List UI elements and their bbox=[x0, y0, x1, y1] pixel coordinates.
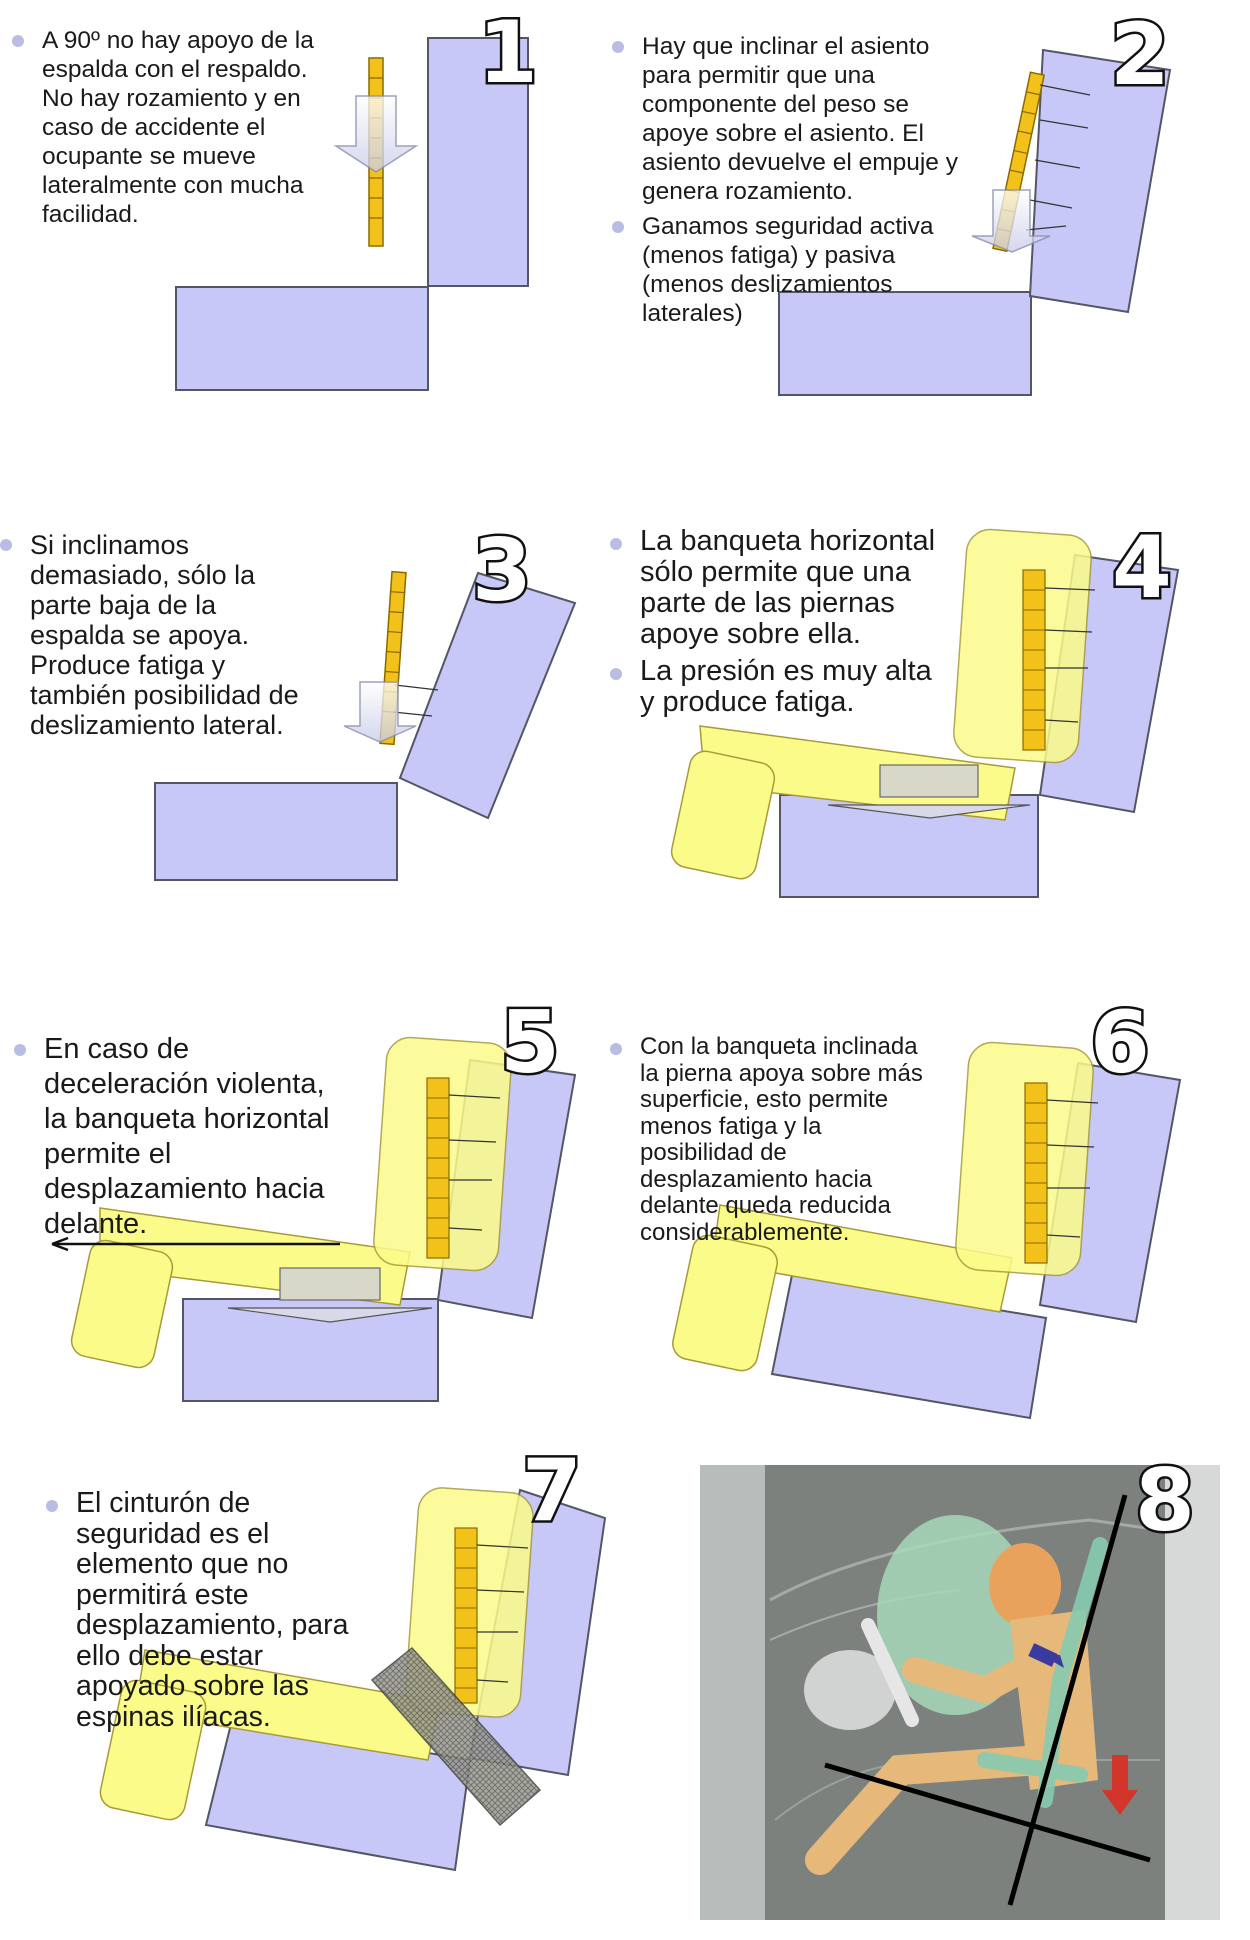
panel-3-bullet-1: Si inclinamos demasiado, sólo la parte baja de la espalda se apoya. Produce fatiga y también posibilidad de deslizamiento lateral. bbox=[0, 530, 300, 740]
spine-column bbox=[455, 1528, 477, 1703]
lower-leg bbox=[69, 1238, 176, 1371]
weight-arrow bbox=[344, 682, 416, 742]
panel-3-text bbox=[0, 530, 300, 740]
panel-1-text bbox=[12, 26, 332, 229]
panel-4-bullet-2: La presión es muy alta y produce fatiga. bbox=[610, 656, 950, 718]
seat-cushion bbox=[155, 783, 397, 880]
panel-2-bullet-2: Ganamos seguridad activa (menos fatiga) y pasiva (menos deslizamientos laterales) bbox=[612, 212, 972, 328]
panel-6-number: 6 bbox=[1090, 993, 1148, 1093]
panel-7-text bbox=[46, 1488, 376, 1732]
weight-arrow bbox=[336, 96, 416, 172]
panel-5-number: 5 bbox=[500, 993, 558, 1093]
panel-2-number: 2 bbox=[1110, 5, 1168, 105]
pressure-block bbox=[880, 765, 978, 797]
panel-7-bullet-1: El cinturón de seguridad es el elemento que no permitirá este desplazamiento, para ello debe estar apoyado sobre las espinas ilíacas. bbox=[46, 1488, 376, 1732]
spine-column bbox=[1025, 1083, 1047, 1263]
panel-2-bullet-1: Hay que inclinar el asiento para permitir que una componente del peso se apoye sobre el asiento. El asiento devuelve el empuje y genera rozamiento. bbox=[612, 32, 972, 206]
panel-1-bullet-1: A 90º no hay apoyo de la espalda con el respaldo. No hay rozamiento y en caso de accidente el ocupante se mueve lateralmente con mucha facilidad. bbox=[12, 26, 332, 229]
panel-8-number: 8 bbox=[1135, 1451, 1193, 1551]
panel-5-text bbox=[14, 1032, 344, 1242]
lower-leg bbox=[669, 748, 778, 881]
spine-column bbox=[427, 1078, 449, 1258]
panel-6-bullet-1: Con la banqueta inclinada la pierna apoya sobre más superficie, esto permite menos fatiga y la posibilidad de desplazamiento hacia delante queda reducida considerablemente. bbox=[610, 1034, 940, 1246]
panel-5-bullet-1: En caso de deceleración violenta, la banqueta horizontal permite el desplazamiento hacia delante. bbox=[14, 1032, 344, 1242]
panel-2-text bbox=[612, 32, 972, 328]
panel-4-text bbox=[610, 526, 950, 718]
spine-column bbox=[1023, 570, 1045, 750]
pressure-block bbox=[280, 1268, 380, 1300]
lower-leg bbox=[670, 1232, 780, 1373]
panel-7-number: 7 bbox=[522, 1441, 580, 1541]
panel-4-number: 4 bbox=[1112, 518, 1170, 618]
panel-6-text bbox=[610, 1034, 940, 1246]
seat-cushion bbox=[176, 287, 428, 390]
panel-4-bullet-1: La banqueta horizontal sólo permite que una parte de las piernas apoye sobre ella. bbox=[610, 526, 950, 650]
panel-3-number: 3 bbox=[472, 521, 530, 621]
panel-1-number: 1 bbox=[478, 3, 536, 103]
